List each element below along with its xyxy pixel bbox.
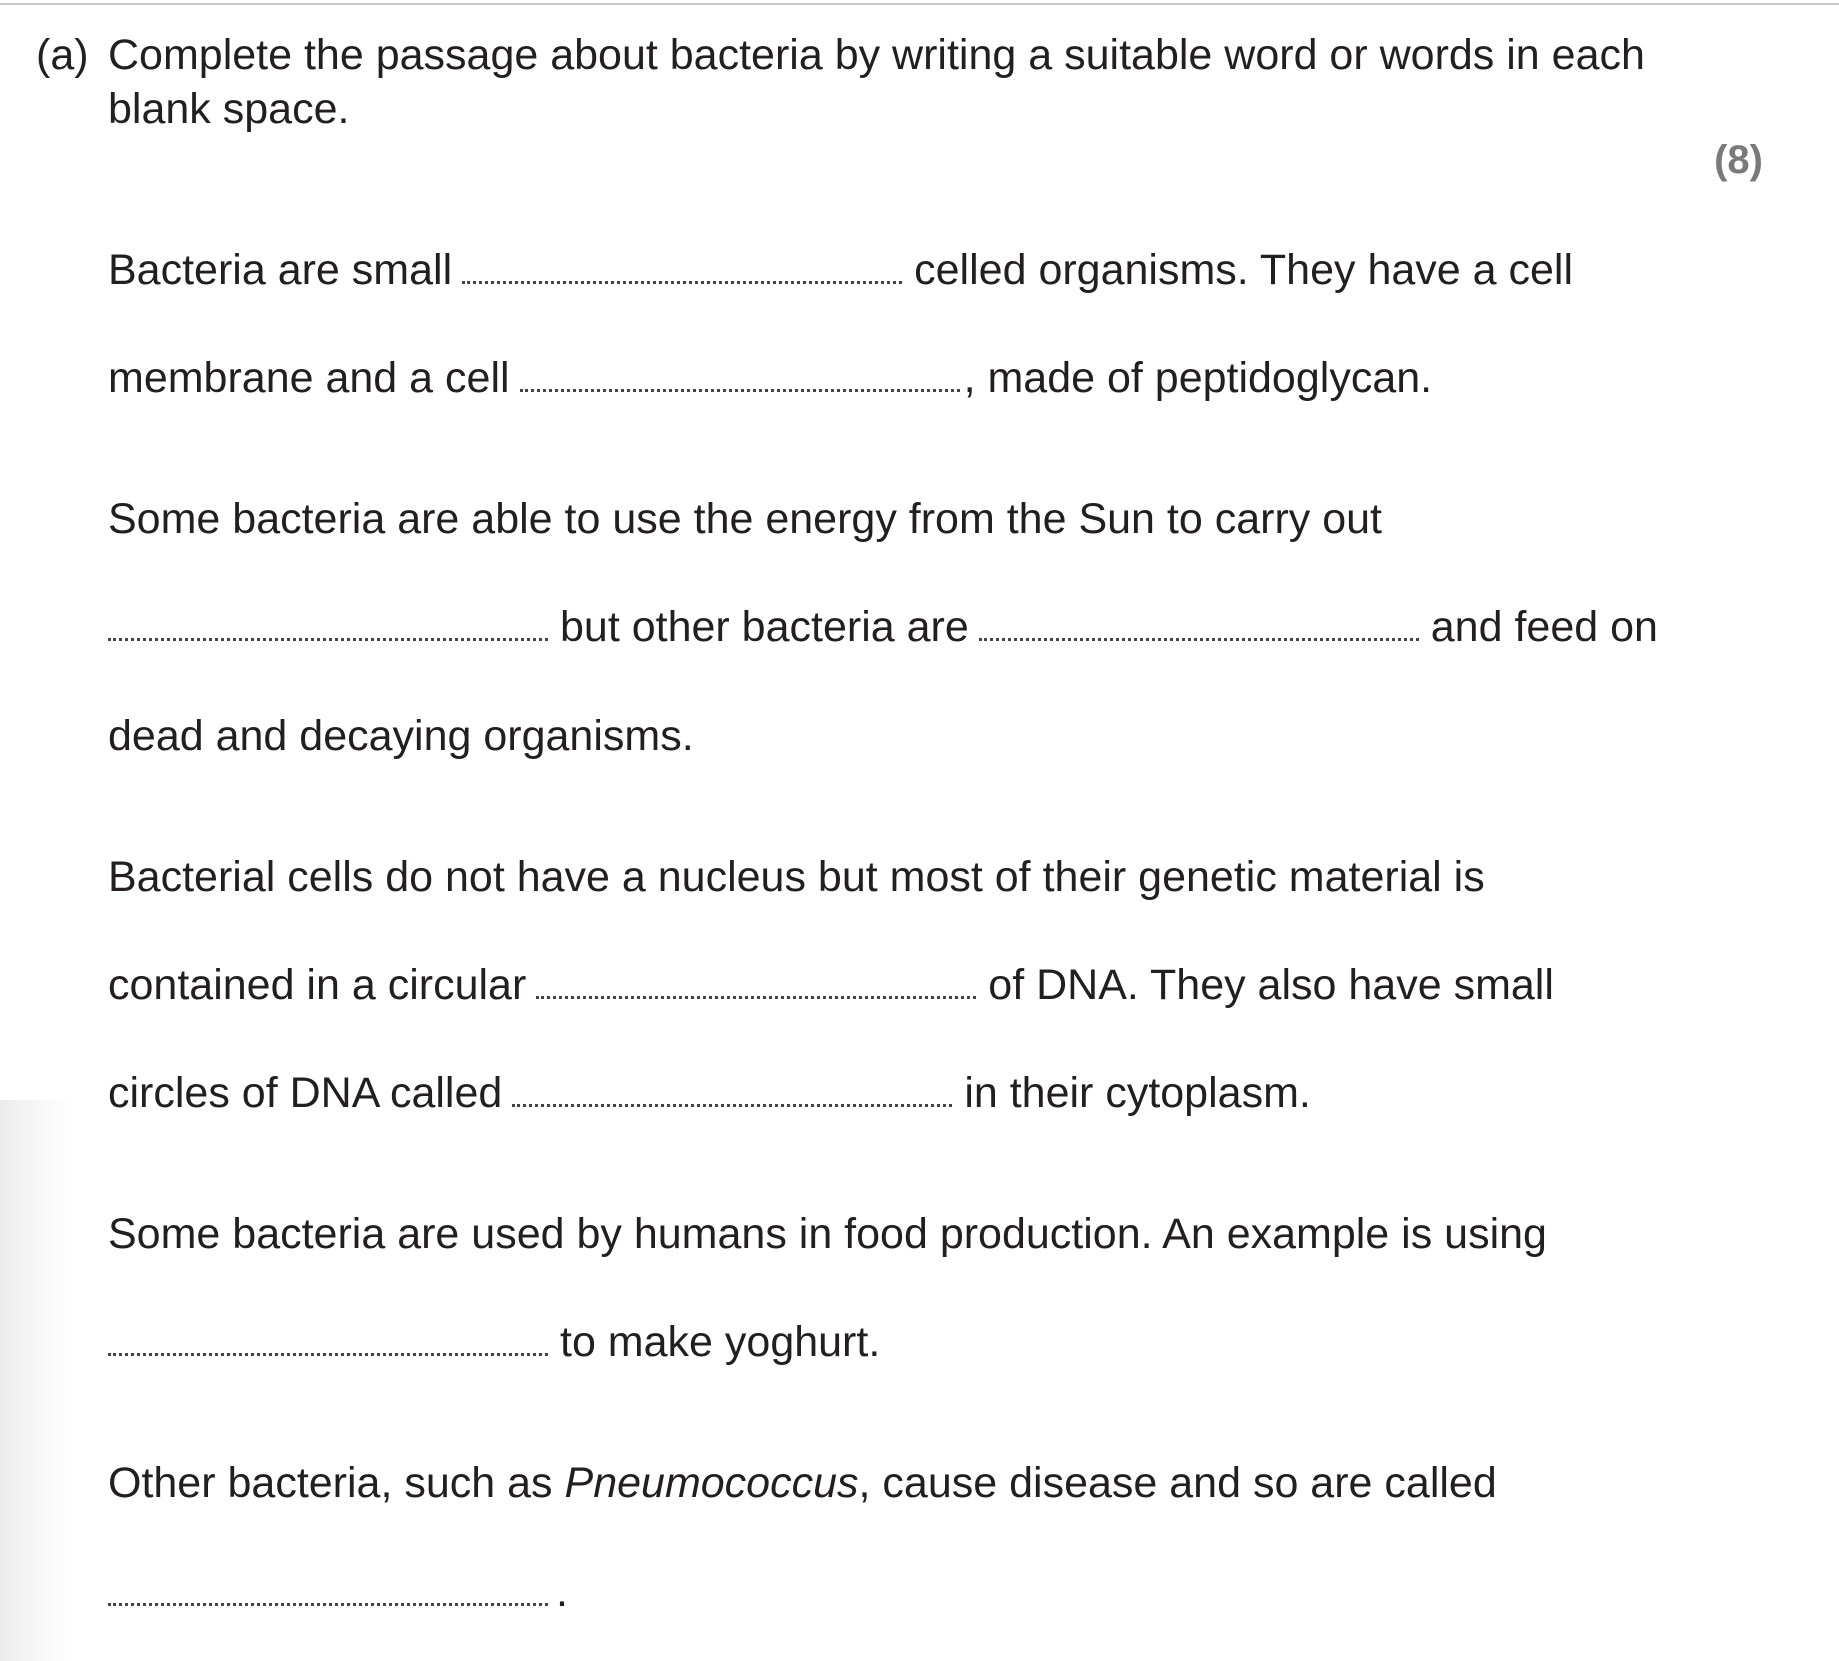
passage-line-12 <box>108 1565 568 1619</box>
answer-blank-2[interactable] <box>520 355 960 392</box>
passage-text: but other bacteria are <box>560 603 969 651</box>
passage-text: of DNA. They also have small <box>988 961 1554 1009</box>
answer-blank-5[interactable] <box>536 962 976 999</box>
passage-text: , made of peptidoglycan. <box>963 354 1433 402</box>
passage-line-9 <box>108 1207 1547 1261</box>
passage-text: membrane and a cell <box>108 354 510 402</box>
passage-text: in their cytoplasm. <box>964 1069 1311 1117</box>
answer-blank-8[interactable] <box>108 1569 548 1606</box>
answer-blank-3[interactable] <box>108 604 548 641</box>
question-instruction: Complete the passage about bacteria by writing a suitable word or words in each blank space. <box>108 31 1645 133</box>
passage-line-11 <box>108 1456 1497 1510</box>
passage-line-4 <box>108 600 1658 654</box>
passage-line-1 <box>108 243 1573 297</box>
passage-text: to make yoghurt. <box>560 1318 881 1366</box>
passage-text: Other bacteria, such as <box>108 1459 553 1507</box>
top-rule <box>0 3 1839 5</box>
passage-line-3 <box>108 492 1382 546</box>
passage-text: dead and decaying organisms. <box>108 712 694 760</box>
answer-blank-1[interactable] <box>462 247 902 284</box>
passage-line-7 <box>108 958 1554 1012</box>
passage-line-10 <box>108 1315 880 1369</box>
passage-text: celled organisms. They have a cell <box>914 246 1574 294</box>
page-edge-shadow <box>0 1100 70 1661</box>
answer-blank-6[interactable] <box>512 1070 952 1107</box>
passage-line-5 <box>108 709 694 763</box>
answer-blank-4[interactable] <box>979 604 1419 641</box>
passage-line-8 <box>108 1066 1311 1120</box>
passage-line-6 <box>108 850 1485 904</box>
passage-text: and feed on <box>1430 603 1658 651</box>
passage-text: , cause disease and so are called <box>858 1459 1497 1507</box>
marks-allocation: (8) <box>1714 138 1763 182</box>
passage-text: Bacterial cells do not have a nucleus but most of their genetic material is <box>108 853 1485 901</box>
passage-text: Some bacteria are able to use the energy from the Sun to carry out <box>108 495 1382 543</box>
passage-text: . <box>556 1568 568 1616</box>
passage-text: Some bacteria are used by humans in food production. An example is using <box>108 1210 1547 1258</box>
answer-blank-7[interactable] <box>108 1319 548 1356</box>
organism-name-italic: Pneumococcus <box>564 1459 859 1507</box>
passage-text: contained in a circular <box>108 961 527 1009</box>
question-part-label: (a) <box>36 31 89 79</box>
passage-text: circles of DNA called <box>108 1069 503 1117</box>
passage-text: Bacteria are small <box>108 246 453 294</box>
passage-line-2 <box>108 351 1432 405</box>
